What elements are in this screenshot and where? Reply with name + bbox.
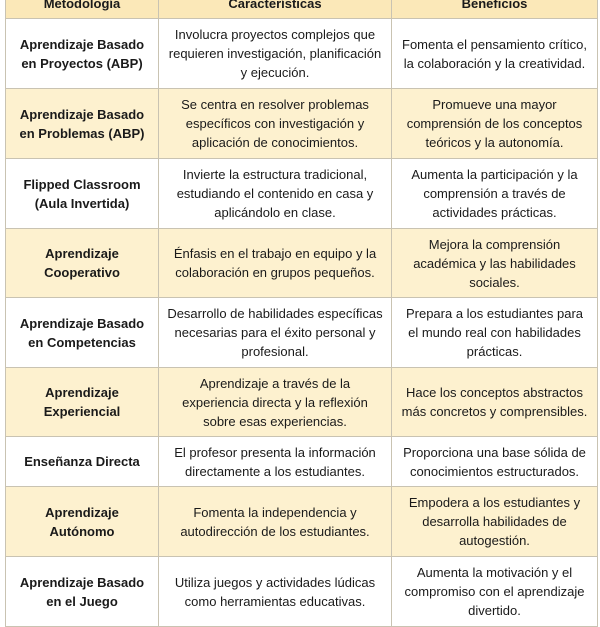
benefits-cell: Prepara a los estudiantes para el mundo real con habilidades prácticas. (392, 298, 598, 368)
characteristics-cell: El profesor presenta la información directamente a los estudiantes. (159, 437, 392, 487)
benefits-cell: Hace los conceptos abstractos más concretos y comprensibles. (392, 368, 598, 437)
characteristics-cell: Invierte la estructura tradicional, estudiando el contenido en casa y aplicándolo en clase. (159, 159, 392, 229)
table-row (6, 159, 598, 229)
methodology-table (5, 0, 598, 627)
method-cell: Aprendizaje Experiencial (6, 368, 159, 437)
header-characteristics: Características (159, 0, 392, 19)
characteristics-cell: Involucra proyectos complejos que requieren investigación, planificación y ejecución. (159, 19, 392, 89)
method-cell: Flipped Classroom (Aula Invertida) (6, 159, 159, 229)
header-benefits: Beneficios (392, 0, 598, 19)
characteristics-cell: Utiliza juegos y actividades lúdicas como herramientas educativas. (159, 557, 392, 627)
method-cell: Enseñanza Directa (6, 437, 159, 487)
benefits-cell: Aumenta la motivación y el compromiso con el aprendizaje divertido. (392, 557, 598, 627)
header-methodology: Metodología (6, 0, 159, 19)
table-header-row (6, 0, 598, 19)
table-row (6, 368, 598, 437)
benefits-cell: Mejora la comprensión académica y las habilidades sociales. (392, 229, 598, 298)
method-cell: Aprendizaje Basado en Proyectos (ABP) (6, 19, 159, 89)
table-row (6, 229, 598, 298)
method-cell: Aprendizaje Basado en Problemas (ABP) (6, 89, 159, 159)
method-cell: Aprendizaje Cooperativo (6, 229, 159, 298)
methodology-table-container (5, 0, 597, 627)
method-cell: Aprendizaje Basado en el Juego (6, 557, 159, 627)
characteristics-cell: Se centra en resolver problemas específicos con investigación y aplicación de conocimientos. (159, 89, 392, 159)
characteristics-cell: Desarrollo de habilidades específicas necesarias para el éxito personal y profesional. (159, 298, 392, 368)
method-cell: Aprendizaje Basado en Competencias (6, 298, 159, 368)
method-cell: Aprendizaje Autónomo (6, 487, 159, 557)
characteristics-cell: Énfasis en el trabajo en equipo y la colaboración en grupos pequeños. (159, 229, 392, 298)
table-row (6, 298, 598, 368)
table-row (6, 19, 598, 89)
benefits-cell: Aumenta la participación y la comprensión a través de actividades prácticas. (392, 159, 598, 229)
benefits-cell: Fomenta el pensamiento crítico, la colaboración y la creatividad. (392, 19, 598, 89)
benefits-cell: Empodera a los estudiantes y desarrolla habilidades de autogestión. (392, 487, 598, 557)
table-row (6, 89, 598, 159)
table-row (6, 437, 598, 487)
benefits-cell: Promueve una mayor comprensión de los conceptos teóricos y la autonomía. (392, 89, 598, 159)
benefits-cell: Proporciona una base sólida de conocimientos estructurados. (392, 437, 598, 487)
characteristics-cell: Aprendizaje a través de la experiencia directa y la reflexión sobre esas experiencias. (159, 368, 392, 437)
table-row (6, 487, 598, 557)
characteristics-cell: Fomenta la independencia y autodirección de los estudiantes. (159, 487, 392, 557)
table-row (6, 557, 598, 627)
